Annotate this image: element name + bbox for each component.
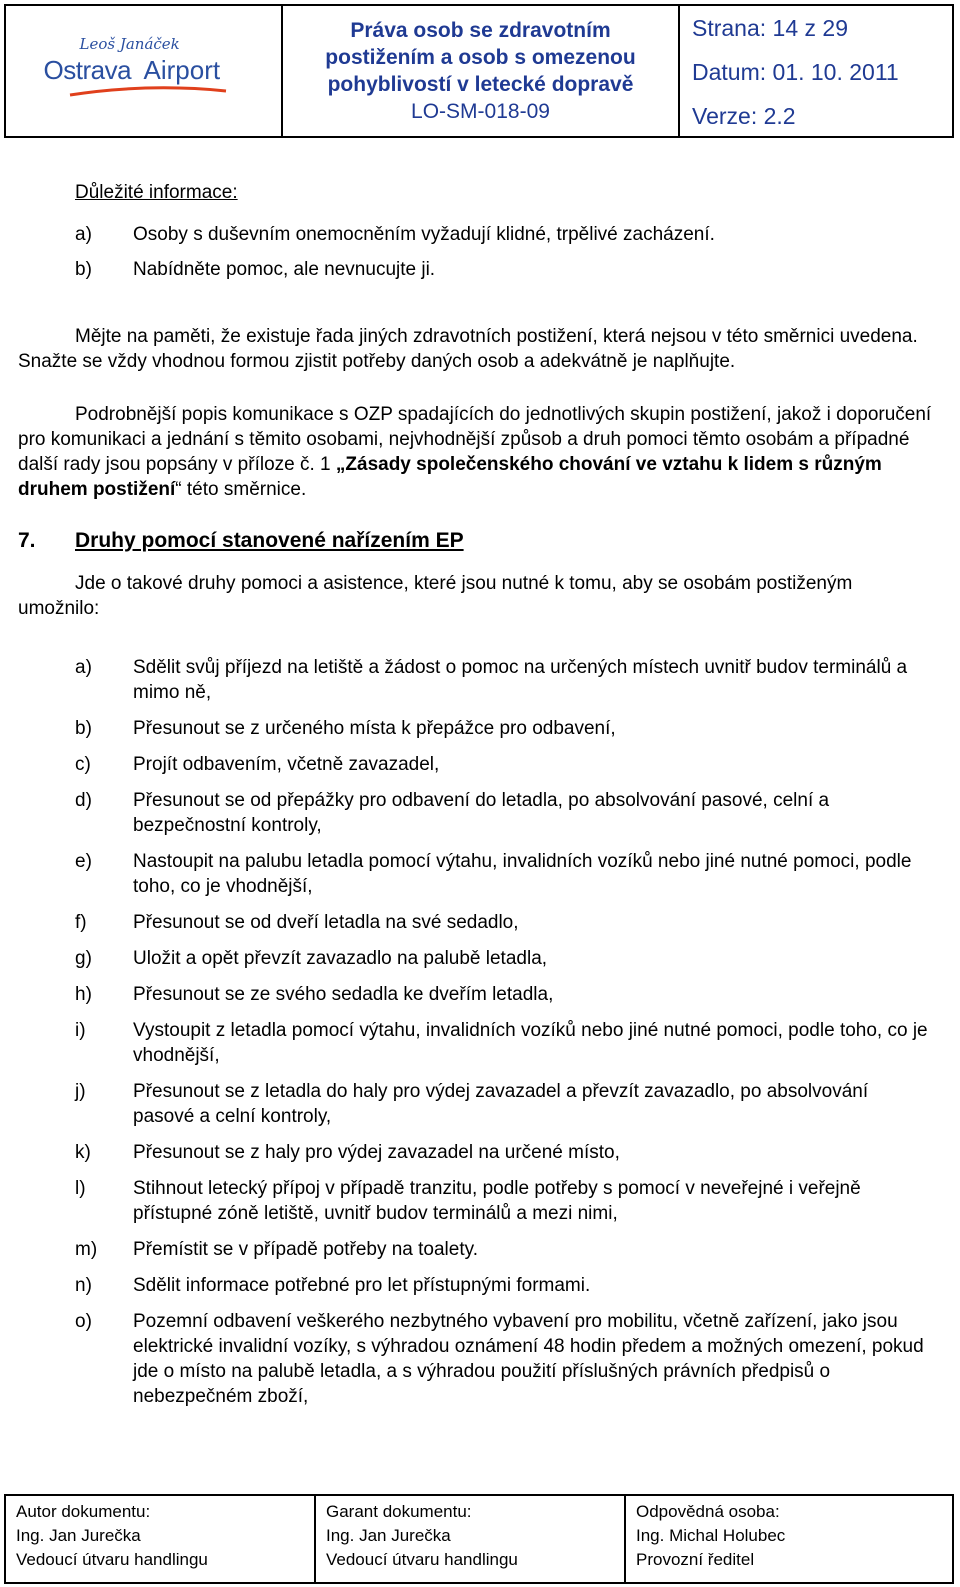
list-text: Přesunout se ze svého sedadla ke dveřím letadla,	[133, 984, 554, 1005]
title-line-3: pohyblivostí v letecké dopravě	[327, 73, 634, 96]
paragraph-tail: “ této směrnice.	[175, 479, 307, 500]
page-number: Strana: 14 z 29	[692, 15, 848, 41]
list-letter: l)	[75, 1178, 86, 1199]
list-letter: f)	[75, 912, 87, 933]
section-title: Druhy pomocí stanovené nařízením EP	[75, 529, 464, 552]
list-item	[18, 1140, 932, 1165]
appendix-title: „Zásady společenského chování ve vztahu k lidem s různým druhem postižení	[18, 454, 882, 500]
important-list	[18, 222, 932, 282]
footer-responsible	[626, 1496, 952, 1582]
list-item	[18, 1018, 932, 1068]
list-text: Přesunout se z letadla do haly pro výdej zavazadel a převzít zavazadlo, po absolvování pasové a celní kontroly,	[133, 1081, 869, 1127]
list-item	[18, 1176, 932, 1226]
list-item	[18, 222, 932, 247]
list-text: Přesunout se z haly pro výdej zavazadel na určené místo,	[133, 1142, 620, 1163]
assistance-list	[18, 655, 932, 1409]
document-footer	[4, 1494, 954, 1584]
document-title-cell	[283, 6, 680, 136]
document-header	[4, 4, 954, 138]
list-text: Přesunout se od přepážky pro odbavení do letadla, po absolvování pasové, celní a bezpečnostní kontroly,	[133, 790, 830, 836]
title-line-1: Práva osob se zdravotním	[350, 19, 611, 42]
list-letter: m)	[75, 1239, 98, 1260]
guarantor-label: Garant dokumentu:	[326, 1502, 472, 1521]
list-item	[18, 1079, 932, 1129]
paragraph-text: Podrobnější popis komunikace s OZP spadajících do jednotlivých skupin postižení, jakož i doporučení pro komunikaci a jednání s těmito osobami, nejvhodnější způsob a druh pomoci těmto osobám a případné další rady jsou popsány v příloze č. 1	[18, 404, 932, 475]
paragraph-communication	[18, 402, 932, 502]
list-text: Přesunout se od dveří letadla na své sedadlo,	[133, 912, 519, 933]
list-text: Pozemní odbavení veškerého nezbytného vybavení pro mobilitu, včetně zařízení, jako jsou elektrické invalidní vozíky, s výhradou oznámení 48 hodin předem a možných omezení, pokud jde o místo na palubě letadla, a s výhradou použití příslušných právních předpisů o nebezpečném zboží,	[133, 1311, 924, 1407]
logo-brand-airport: Airport	[143, 55, 221, 85]
list-letter: o)	[75, 1311, 92, 1332]
list-item	[18, 982, 932, 1007]
section-intro: Jde o takové druhy pomoci a asistence, které jsou nutné k tomu, aby se osobám postiženým umožnilo:	[18, 573, 853, 619]
list-text: Vystoupit z letadla pomocí výtahu, invalidních vozíků nebo jiné nutné pomoci, podle toho, co je vhodnější,	[133, 1020, 928, 1066]
responsible-role: Provozní ředitel	[636, 1550, 755, 1569]
list-text: Uložit a opět převzít zavazadlo na palubě letadla,	[133, 948, 548, 969]
list-text: Přesunout se z určeného místa k přepážce pro odbavení,	[133, 718, 616, 739]
author-role: Vedoucí útvaru handlingu	[16, 1550, 208, 1569]
footer-author	[6, 1496, 316, 1582]
list-text: Stihnout letecký přípoj v případě tranzitu, podle potřeby s pomocí v neveřejné i veřejně přístupné zóně letiště, uvnitř budov terminálů a mezi nimi,	[133, 1178, 861, 1224]
list-text: Projít odbavením, včetně zavazadel,	[133, 754, 440, 775]
document-version: Verze: 2.2	[692, 103, 796, 129]
logo-swoosh-icon	[68, 81, 228, 101]
author-name: Ing. Jan Jurečka	[16, 1526, 141, 1545]
document-body	[18, 180, 932, 1420]
author-label: Autor dokumentu:	[16, 1502, 151, 1521]
logo-brand-ostrava: Ostrava	[43, 55, 132, 85]
list-letter: a)	[75, 657, 92, 678]
important-heading: Důležité informace:	[75, 182, 238, 203]
list-text: Přemístit se v případě potřeby na toalety.	[133, 1239, 478, 1260]
list-letter: e)	[75, 851, 92, 872]
list-letter: c)	[75, 754, 91, 775]
ostrava-airport-logo	[44, 31, 244, 111]
document-meta-cell	[680, 6, 952, 136]
list-letter: i)	[75, 1020, 86, 1041]
list-letter: n)	[75, 1275, 92, 1296]
list-item	[18, 655, 932, 705]
list-letter: b)	[75, 259, 92, 280]
list-item	[18, 257, 932, 282]
list-letter: g)	[75, 948, 92, 969]
list-item	[18, 752, 932, 777]
responsible-name: Ing. Michal Holubec	[636, 1526, 786, 1545]
section-number: 7.	[18, 529, 36, 552]
list-letter: j)	[75, 1081, 86, 1102]
list-text: Osoby s duševním onemocněním vyžadují klidné, trpělivé zacházení.	[133, 224, 715, 245]
list-letter: a)	[75, 224, 92, 245]
list-text: Sdělit svůj příjezd na letiště a žádost o pomoc na určených místech uvnitř budov terminálů a mimo ně,	[133, 657, 908, 703]
list-text: Nastoupit na palubu letadla pomocí výtahu, invalidních vozíků nebo jiné nutné pomoci, podle toho, co je vhodnější,	[133, 851, 912, 897]
title-line-2: postižením a osob s omezenou	[325, 46, 636, 69]
list-letter: k)	[75, 1142, 91, 1163]
paragraph-other-disabilities: Mějte na paměti, že existuje řada jiných zdravotních postižení, která nejsou v této směrnici uvedena. Snažte se vždy vhodnou formou zjistit potřeby daných osob a adekvátně je naplňujte.	[18, 326, 918, 372]
responsible-label: Odpovědná osoba:	[636, 1502, 780, 1521]
guarantor-name: Ing. Jan Jurečka	[326, 1526, 451, 1545]
document-date: Datum: 01. 10. 2011	[692, 59, 899, 85]
list-letter: b)	[75, 718, 92, 739]
list-item	[18, 716, 932, 741]
logo-cell	[6, 6, 283, 136]
list-item	[18, 910, 932, 935]
list-text: Sdělit informace potřebné pro let přístupnými formami.	[133, 1275, 591, 1296]
list-text: Nabídněte pomoc, ale nevnucujte ji.	[133, 259, 436, 280]
document-code: LO-SM-018-09	[411, 100, 550, 123]
list-item	[18, 1309, 932, 1409]
section-7-heading	[18, 528, 932, 553]
list-item	[18, 849, 932, 899]
footer-guarantor	[316, 1496, 626, 1582]
list-item	[18, 1273, 932, 1298]
list-item	[18, 788, 932, 838]
logo-signature: Leoš Janáček	[79, 35, 180, 53]
list-item	[18, 946, 932, 971]
list-letter: h)	[75, 984, 92, 1005]
list-item	[18, 1237, 932, 1262]
guarantor-role: Vedoucí útvaru handlingu	[326, 1550, 518, 1569]
list-letter: d)	[75, 790, 92, 811]
